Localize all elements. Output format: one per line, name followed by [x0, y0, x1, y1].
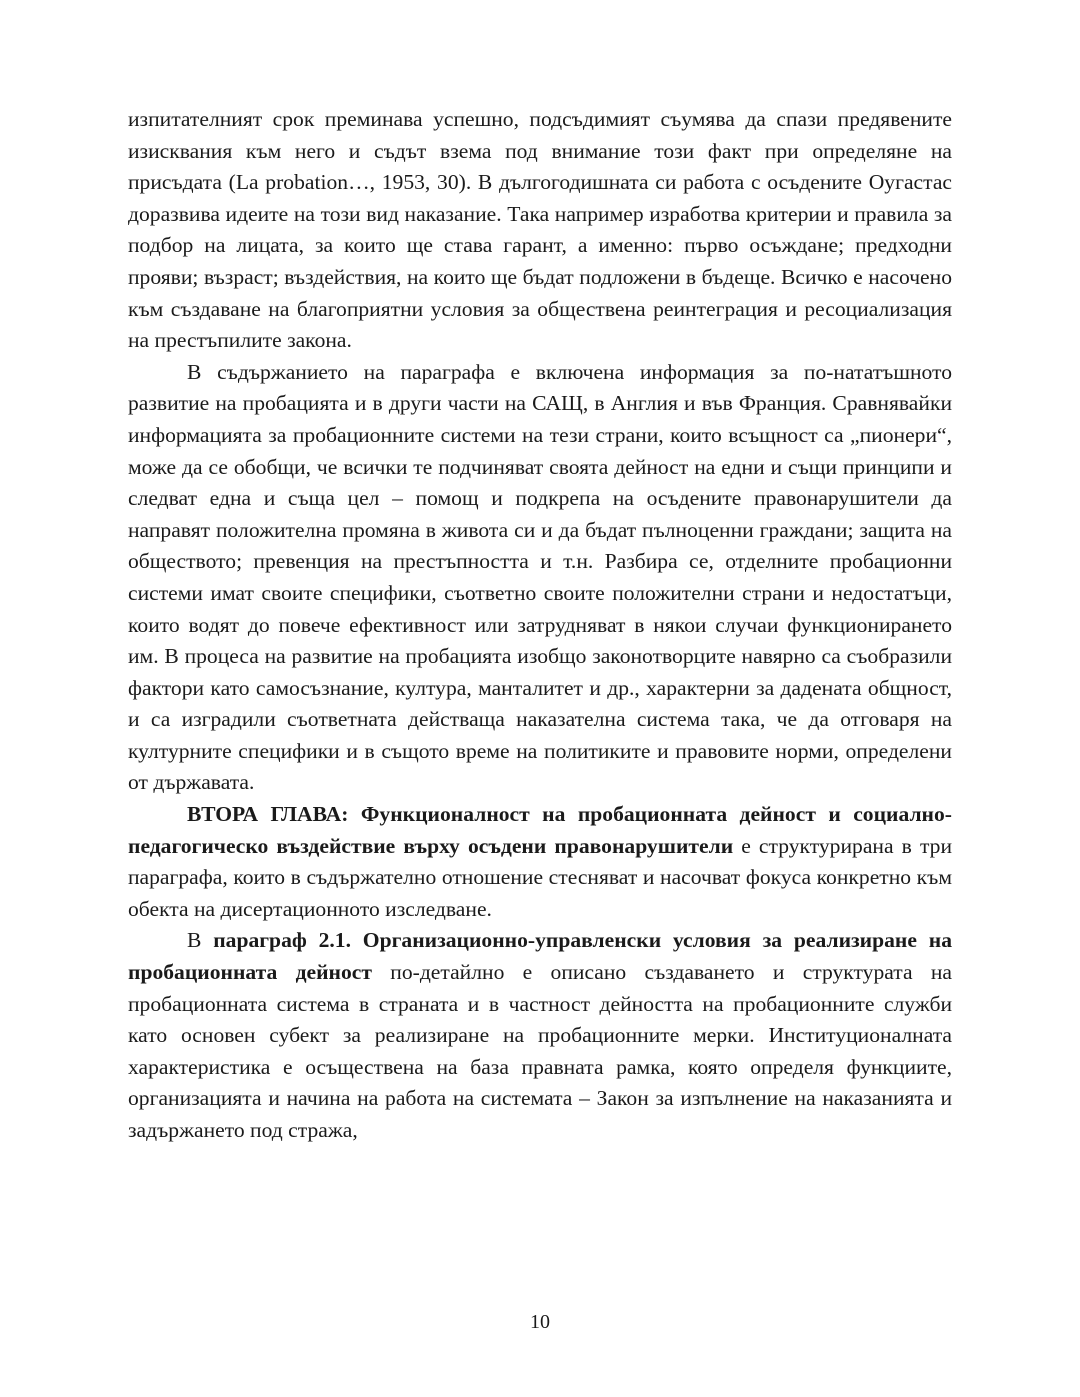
paragraph-probation-history: изпитателният срок преминава успешно, подсъдимият съумява да спази предявените изисквания към него и съдът взема под внимание този факт при определяне на присъдата (La probation…, 1953, 30). В дългогодишната си работа с осъдените Оугастас доразвива идеите на този вид наказание. Така например изработва критерии и правила за подбор на лицата, за които ще става гарант, а именно: първо осъждане; предходни прояви; възраст; въздействия, на които ще бъдат подложени в бъдеще. Всичко е насочено към създаване на благоприятни условия за обществена реинтеграция и ресоциализация на престъпилите закона.	[128, 107, 952, 353]
chapter-two-description: е структурирана в три параграфа, които в съдържателно отношение стесняват и насочват фокуса конкретно към обекта на дисертационното изследване.	[128, 833, 952, 921]
section-2-1-lead: В	[187, 928, 214, 953]
page-number: 10	[530, 1311, 550, 1333]
paragraph-chapter-two	[128, 799, 952, 925]
paragraph-probation-development: В съдържанието на параграфа е включена информация за по-нататъшното развитие на пробацията и в други части на САЩ, в Англия и във Франция. Сравнявайки информацията за пробационните системи на тези страни, които всъщност са „пионери“, може да се обобщи, че всички те подчиняват своята дейност на едни и същи принципи и следват една и съща цел – помощ и подкрепа на осъдените правонарушители да направят положителна промяна в живота си и да бъдат пълноценни граждани; защита на обществото; превенция на престъпността и т.н. Разбира се, отделните пробационни системи имат своите специфики, съответно своите положителни страни и недостатъци, които водят до повече ефективност или затрудняват в някои случаи функционирането им. В процеса на развитие на пробацията изобщо законотворците навярно са съобразили фактори като самосъзнание, култура, манталитет и др., характерни за дадената общност, и са изградили съответната действаща наказателна система така, че да отговаря на културните специфики и в същото време на политиките и правовите норми, определени от държавата.	[128, 359, 952, 795]
paragraph-section-2-1	[128, 925, 952, 1146]
chapter-two-heading: ВТОРА ГЛАВА: Функционалност на пробационната дейност и социално-педагогическо въздействие върху осъдени правонарушители	[128, 802, 952, 858]
section-2-1-description: по-детайлно е описано създаването и структурата на пробационната система в страната и в частност дейността на пробационните служби като основен субект за реализиране на пробационните мерки. Институционалната характеристика е осъществена на база правната рамка, която определя функциите, организацията и начина на работа на системата – Закон за изпълнение на наказанията и задържането под стража,	[128, 960, 952, 1142]
section-2-1-heading: параграф 2.1. Организационно-управленски условия за реализиране на пробационната дейност	[128, 928, 952, 985]
body-text	[128, 104, 952, 1147]
